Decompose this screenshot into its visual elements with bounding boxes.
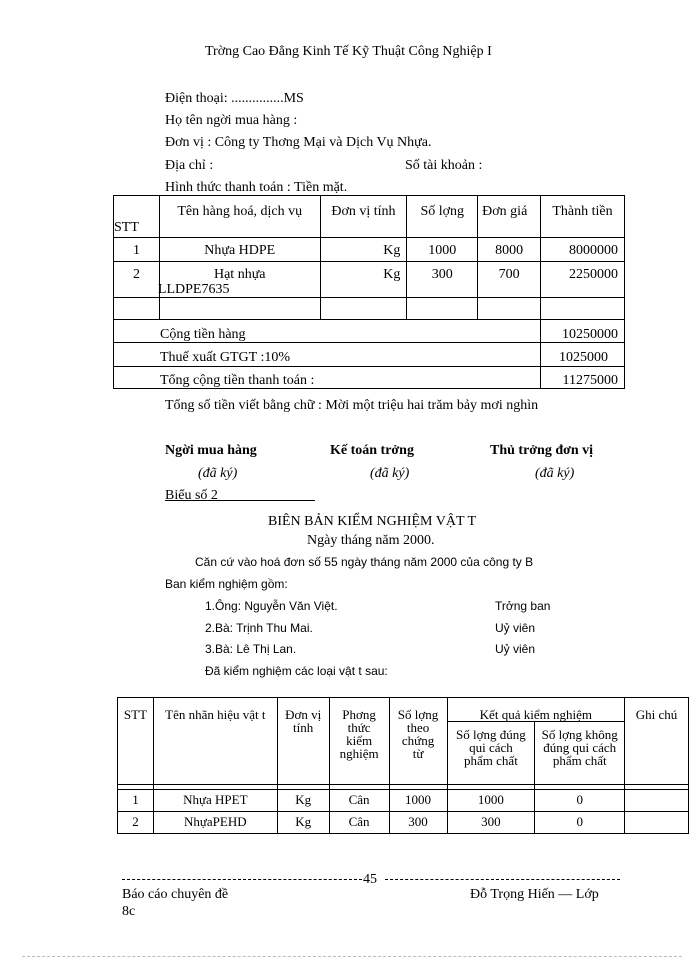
invoice-header-row (114, 196, 625, 238)
sig-head: Thủ trởng đơn vị (490, 443, 594, 458)
account-line: Số tài khoản : (405, 158, 483, 173)
member-3: 3.Bà: Lê Thị Lan. (205, 642, 297, 656)
form-label: Biểu số 2 (165, 488, 218, 503)
table-row: 2 Hạt nhựa LLDPE7635 Kg 300 700 2250000 (114, 262, 625, 298)
member-1: 1.Ông: Nguyễn Văn Việt. (205, 599, 338, 613)
basis-line: Căn cứ vào hoá đơn số 55 ngày tháng năm 2000 của công ty B (195, 555, 534, 569)
page-bottom-rule (22, 956, 682, 957)
col-name: Tên nhãn hiệu vật t (153, 698, 277, 785)
table-row (114, 298, 625, 320)
col-ok: Số lợng đúng qui cách phẩm chất (447, 722, 535, 785)
col-name: Tên hàng hoá, dịch vụ (159, 196, 320, 238)
sig-buyer-signed: (đã ký) (198, 466, 238, 481)
subtotal-row: Cộng tiền hàng 10250000 (114, 320, 625, 343)
col-stt: STT (118, 698, 154, 785)
inspected-line: Đã kiểm nghiệm các loại vật t sau: (205, 664, 388, 678)
col-unit: Đơn vị tính (277, 698, 329, 785)
sig-buyer: Ngời mua hàng (165, 443, 257, 458)
col-result: Kết quả kiểm nghiệm (447, 698, 625, 722)
table-row: 2 NhựaPEHD Kg Cân 300 300 0 (118, 812, 689, 834)
member-1-role: Trởng ban (495, 599, 551, 613)
amount-in-words: Tổng số tiền viết bằng chữ : Mời một triệu hai trăm bảy mơi nghìn (165, 398, 539, 413)
member-2-role: Uỷ viên (495, 621, 536, 635)
unit-line: Đơn vị : Công ty Thơng Mại và Dịch Vụ Nhựa. (165, 135, 432, 150)
form-title: BIÊN BẢN KIỂM NGHIỆM VẬT T (268, 514, 477, 529)
invoice-table (113, 195, 625, 389)
sig-head-signed: (đã ký) (535, 466, 575, 481)
col-note: Ghi chú (625, 698, 689, 785)
form-date: Ngày tháng năm 2000. (307, 533, 435, 548)
col-price: Đơn giá (478, 196, 541, 238)
school-header: Trờng Cao Đẳng Kinh Tế Kỹ Thuật Công Nghiệp I (205, 44, 492, 59)
member-3-role: Uỷ viên (495, 642, 536, 656)
footer-left: Báo cáo chuyên đề (122, 887, 229, 902)
address-line: Địa chỉ : (165, 158, 214, 173)
sig-accountant-signed: (đã ký) (370, 466, 410, 481)
inspection-table (117, 697, 689, 834)
col-method: Phơng thức kiểm nghiệm (329, 698, 389, 785)
page-number: 45 (363, 872, 377, 887)
col-amount: Thành tiền (541, 196, 625, 238)
table-row: 1 Nhựa HPET Kg Cân 1000 1000 0 (118, 790, 689, 812)
footer-rule-right (385, 879, 620, 880)
col-qty: Số lợng (407, 196, 478, 238)
buyer-line: Họ tên ngời mua hàng : (165, 113, 298, 128)
table-row: 1 Nhựa HDPE Kg 1000 8000 8000000 (114, 238, 625, 262)
total-row: Tổng cộng tiền thanh toán : 11275000 (114, 367, 625, 389)
board-line: Ban kiểm nghiệm gồm: (165, 577, 288, 591)
col-stt: STT (114, 196, 160, 238)
footer-left-2: 8c (122, 904, 136, 919)
col-unit: Đơn vị tính (320, 196, 407, 238)
payment-line: Hình thức thanh toán : Tiền mặt. (165, 180, 348, 195)
vat-row: Thuế xuất GTGT :10% 1025000 (114, 343, 625, 367)
member-2: 2.Bà: Trịnh Thu Mai. (205, 621, 313, 635)
col-not-ok: Số lợng không đúng qui cách phẩm chất (535, 722, 625, 785)
phone-line: Điện thoại: ...............MS (165, 91, 304, 106)
footer-right: Đỗ Trọng Hiến — Lớp (470, 887, 599, 902)
form-label-underline (165, 500, 315, 501)
sig-accountant: Kế toán trởng (330, 443, 414, 458)
footer-rule-left (122, 879, 362, 880)
col-qty: Số lợng theo chứng từ (389, 698, 447, 785)
